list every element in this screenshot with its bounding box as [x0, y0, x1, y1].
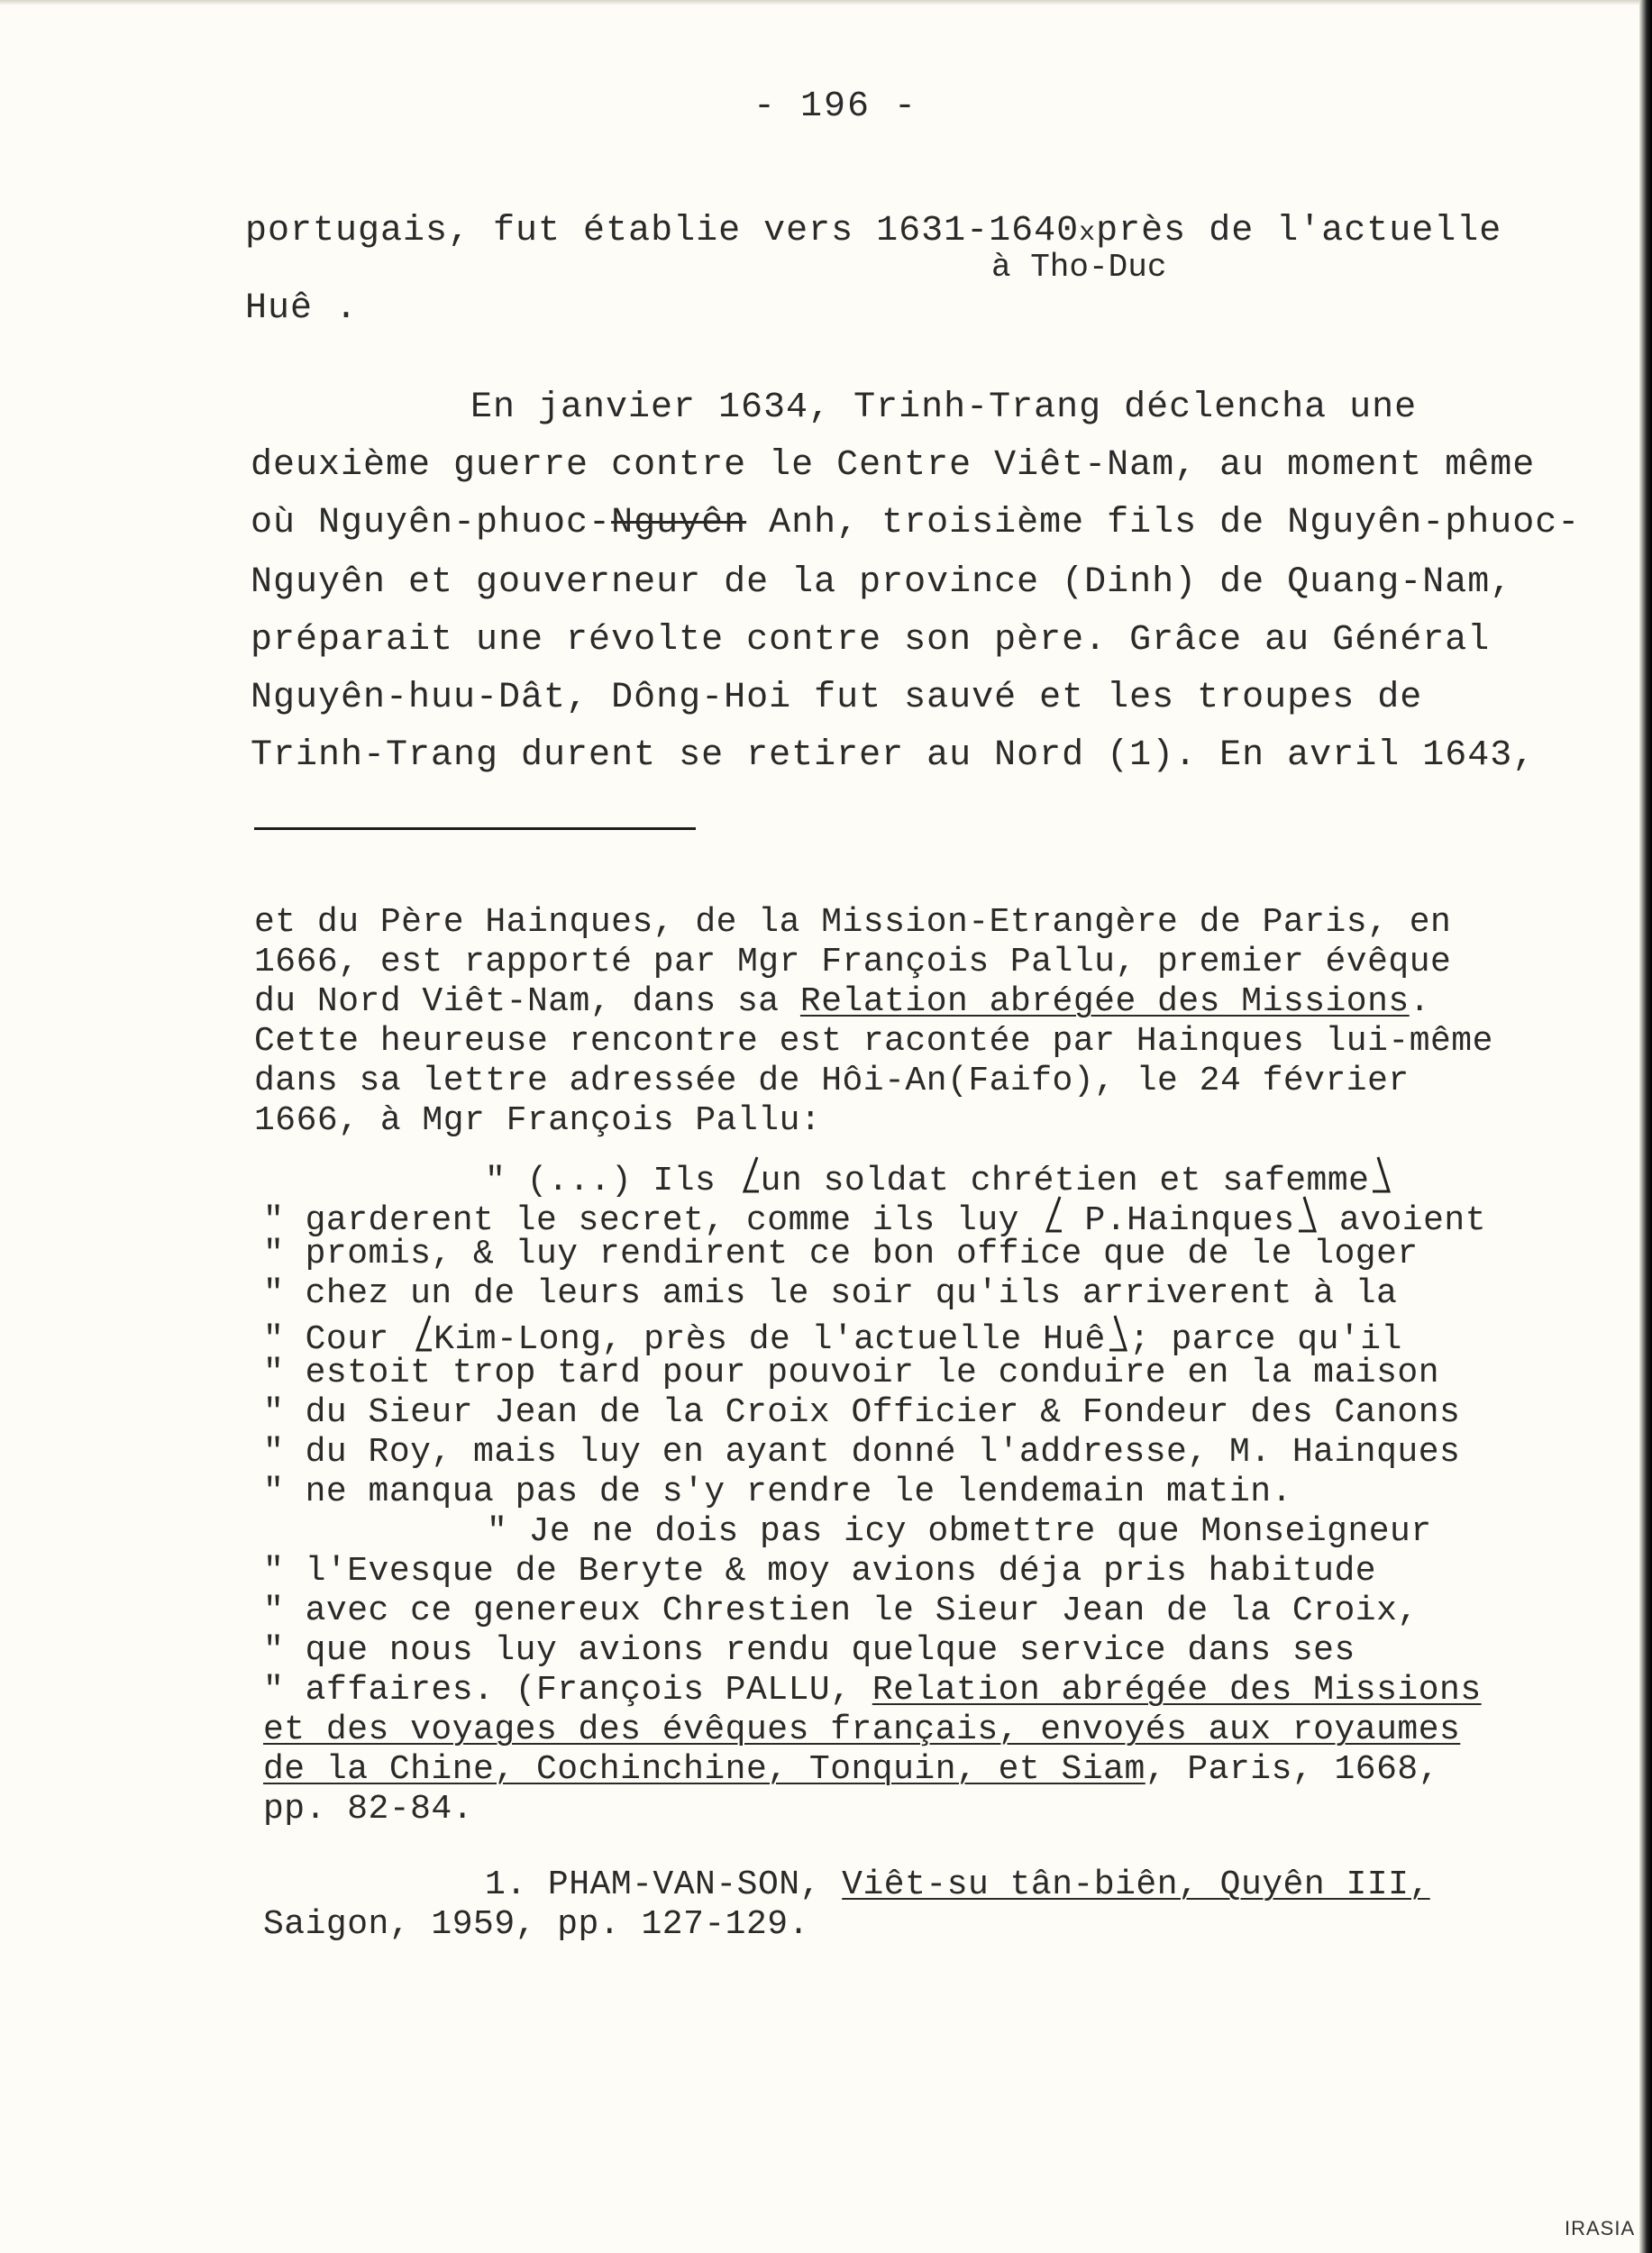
quote-line-9: " ne manqua pas de s'y rendre le lendemain matin.: [263, 1473, 1292, 1511]
main-line-8: Nguyên-huu-Dât, Dông-Hoi fut sauvé et les troupes de: [251, 678, 1423, 718]
handwritten-insertion: à Tho-Duc: [991, 249, 1167, 286]
quote-line-14-a: " affaires. (François PALLU,: [263, 1671, 872, 1710]
quote-line-1-a: " (...) Ils: [485, 1162, 737, 1200]
quote-line-14: [263, 1671, 1482, 1710]
quote-line-15: [263, 1710, 1460, 1749]
main-line-1-a: portugais, fut établie vers 1631-1640: [245, 211, 1080, 251]
quote-line-6: " estoit trop tard pour pouvoir le conduire en la maison: [263, 1354, 1440, 1392]
bracket-open-icon: [1040, 1195, 1063, 1235]
watermark: IRASIA: [1565, 2217, 1636, 2239]
quote-line-16-title: de la Chine, Cochinchine, Tonquin, et Siam: [263, 1750, 1145, 1789]
quote-line-12: " avec ce genereux Chrestien le Sieur Jean de la Croix,: [263, 1592, 1419, 1630]
insertion-mark: x: [1079, 218, 1097, 249]
note-line-3: [254, 982, 1430, 1021]
note-line-3-b: .: [1409, 982, 1431, 1021]
page-top-edge: [0, 0, 1652, 5]
page-right-edge: [1639, 0, 1652, 2253]
note-line-6: 1666, à Mgr François Pallu:: [254, 1101, 822, 1140]
main-line-5: [251, 503, 1580, 543]
main-line-2: Huê .: [245, 288, 359, 329]
main-line-7: préparait une révolte contre son père. Grâce au Général: [251, 620, 1491, 661]
bracket-close-icon: [1106, 1314, 1129, 1354]
quote-line-4: " chez un de leurs amis le soir qu'ils arriverent à la: [263, 1274, 1398, 1313]
footnote-1-line-1: [485, 1865, 1430, 1904]
note-line-3-a: du Nord Viêt-Nam, dans sa: [254, 982, 800, 1021]
quote-line-16-b: , Paris, 1668,: [1145, 1750, 1440, 1789]
quote-line-7: " du Sieur Jean de la Croix Officier & Fondeur des Canons: [263, 1393, 1461, 1432]
quote-line-17: pp. 82-84.: [263, 1790, 474, 1829]
quote-line-2-c: avoient: [1318, 1201, 1487, 1240]
bracket-open-icon: [737, 1155, 761, 1195]
bracket-close-icon: [1369, 1155, 1392, 1195]
page-number: - 196 -: [753, 87, 918, 127]
quote-line-5-a: " Cour: [263, 1320, 411, 1359]
quote-line-5: [263, 1314, 1402, 1359]
main-line-1-b: près de l'actuelle: [1096, 211, 1502, 251]
note-line-3-title: Relation abrégée des Missions: [799, 982, 1410, 1021]
struck-word: Nguyên: [611, 503, 747, 543]
quote-line-2-a: " garderent le secret, comme ils luy: [263, 1201, 1041, 1240]
quote-line-1: [485, 1155, 1392, 1200]
main-line-9: Trinh-Trang durent se retirer au Nord (1). En avril 1643,: [251, 735, 1536, 776]
footnote-1-a: 1. PHAM-VAN-SON,: [485, 1865, 843, 1904]
main-line-6: Nguyên et gouverneur de la province (Dinh) de Quang-Nam,: [251, 562, 1513, 603]
quote-line-3: " promis, & luy rendirent ce bon office que de le loger: [263, 1235, 1419, 1273]
quote-line-13: " que nous luy avions rendu quelque service dans ses: [263, 1631, 1355, 1670]
quote-line-1-b: un soldat chrétien et safemme: [760, 1162, 1370, 1200]
quote-line-11: " l'Evesque de Beryte & moy avions déja pris habitude: [263, 1552, 1377, 1591]
main-line-5-b: Anh, troisième fils de Nguyên-phuoc-: [746, 503, 1581, 543]
quote-line-14-title: Relation abrégée des Missions: [872, 1671, 1482, 1710]
note-line-5: dans sa lettre adressée de Hôi-An(Faifo), le 24 février: [254, 1062, 1410, 1100]
main-line-5-a: où Nguyên-phuoc-: [251, 503, 612, 543]
bracket-open-icon: [410, 1314, 434, 1354]
quote-line-5-c: ; parce qu'il: [1128, 1320, 1402, 1359]
footnote-1-title: Viêt-su tân-biên, Quyên III,: [842, 1865, 1430, 1904]
note-line-1: et du Père Hainques, de la Mission-Etrangère de Paris, en: [254, 903, 1452, 942]
quote-line-2-b: P.Hainques: [1063, 1201, 1295, 1240]
quote-line-16: [263, 1750, 1439, 1789]
note-line-4: Cette heureuse rencontre est racontée par Hainques lui-même: [254, 1022, 1493, 1061]
quote-line-15-title: et des voyages des évêques français, envoyés aux royaumes: [263, 1710, 1461, 1749]
footnote-1-line-2: Saigon, 1959, pp. 127-129.: [263, 1905, 809, 1944]
bracket-close-icon: [1295, 1195, 1319, 1235]
main-line-4: deuxième guerre contre le Centre Viêt-Nam, au moment même: [251, 445, 1536, 486]
quote-line-8: " du Roy, mais luy en ayant donné l'addresse, M. Hainques: [263, 1433, 1461, 1472]
main-line-1: [245, 211, 1501, 251]
footnote-separator: [254, 827, 696, 830]
main-line-3: En janvier 1634, Trinh-Trang déclencha une: [470, 388, 1418, 428]
quote-line-10: " Je ne dois pas icy obmettre que Monseigneur: [487, 1512, 1432, 1551]
quote-line-2: [263, 1195, 1486, 1240]
quote-line-5-b: Kim-Long, près de l'actuelle Huê: [434, 1320, 1106, 1359]
note-line-2: 1666, est rapporté par Mgr François Pallu, premier évêque: [254, 943, 1452, 981]
